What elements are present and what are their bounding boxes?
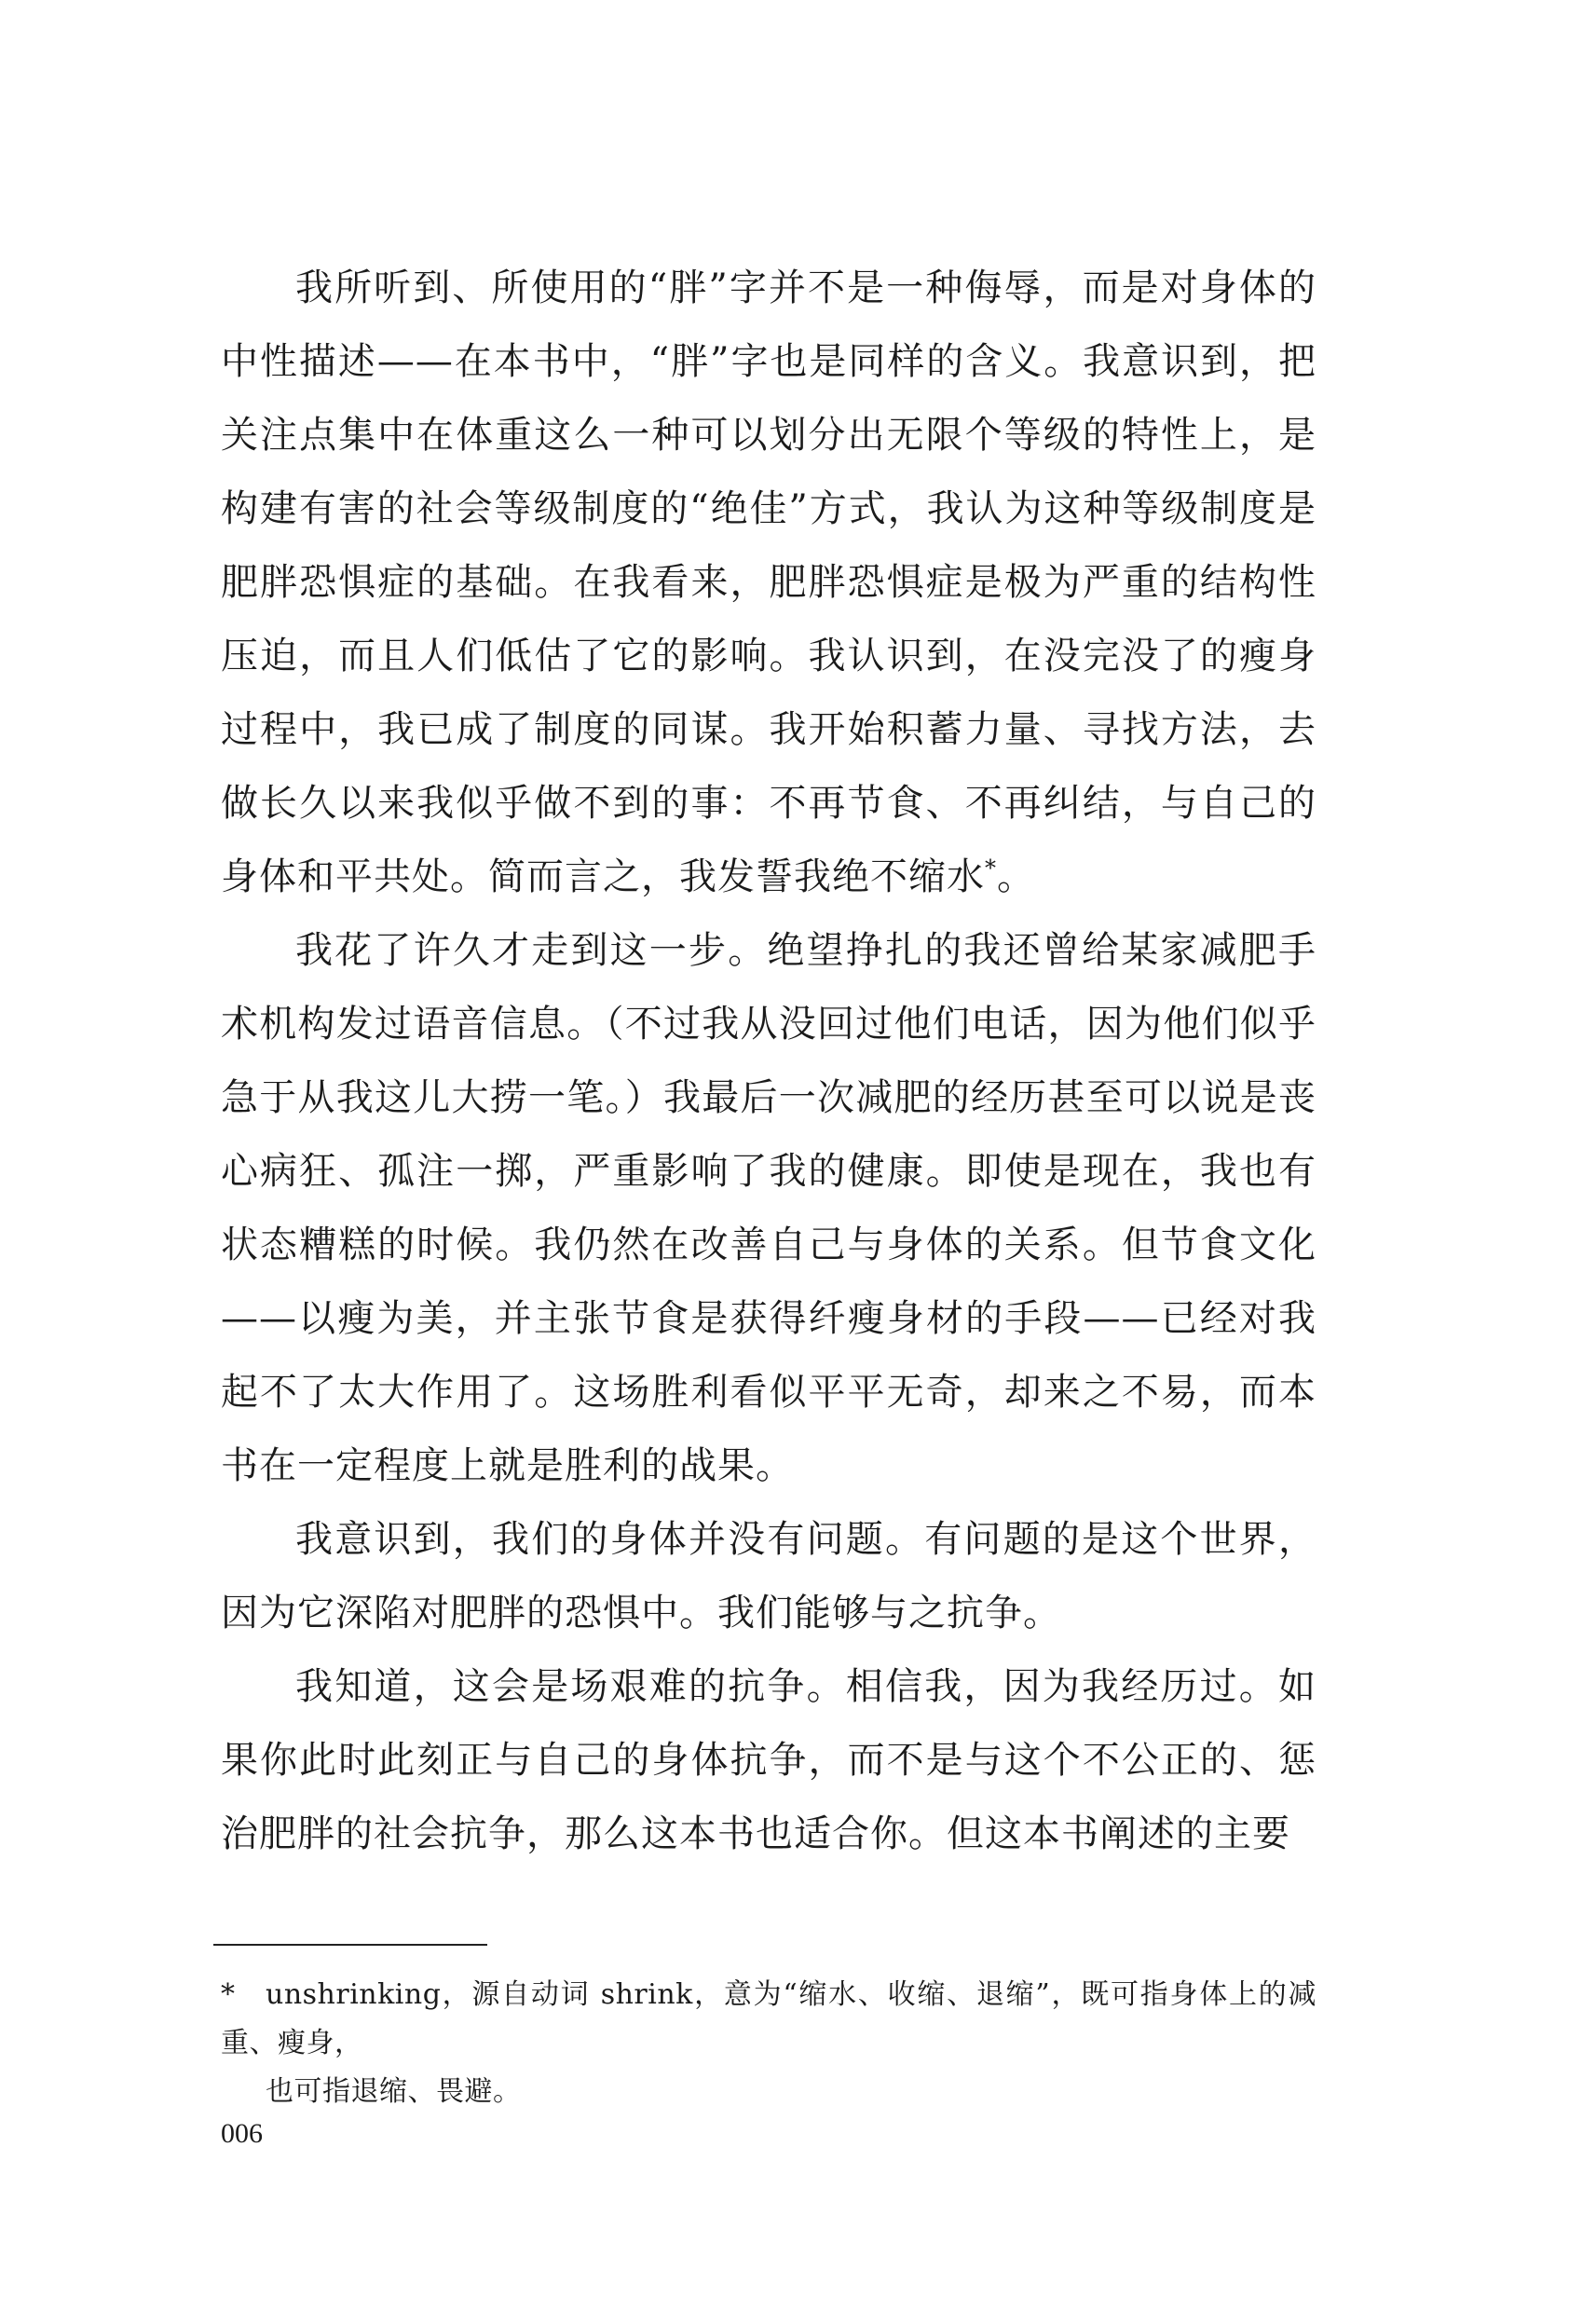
paragraph-1-text: 我所听到、所使用的“胖”字并不是一种侮辱，而是对身体的中性描述——在本书中，“胖”字也是同样的含义。我意识到，把关注点集中在体重这么一种可以划分出无限个等级的特性上，是构建有害的社会等级制度的“绝佳”方式，我认为这种等级制度是肥胖恐惧症的基础。在我看来，肥胖恐惧症是极为严重的结构性压迫，而且人们低估了它的影响。我认识到，在没完没了的瘦身过程中，我已成了制度的同谋。我开始积蓄力量、寻找方法，去做长久以来我似乎做不到的事：不再节食、不再纠结，与自己的身体和平共处。简而言之，我发誓我绝不缩水 bbox=[221, 267, 1316, 898]
footnote-divider bbox=[213, 1944, 487, 1946]
paragraph-3: 我意识到，我们的身体并没有问题。有问题的是这个世界，因为它深陷对肥胖的恐惧中。我们能够与之抗争。 bbox=[221, 1518, 1316, 1634]
footnote bbox=[221, 1971, 1316, 2116]
paragraph-2: 我花了许久才走到这一步。绝望挣扎的我还曾给某家减肥手术机构发过语音信息。（不过我从没回过他们电话，因为他们似乎急于从我这儿大捞一笔。）我最后一次减肥的经历甚至可以说是丧心病狂、孤注一掷，严重影响了我的健康。即使是现在，我也有状态糟糕的时候。我仍然在改善自己与身体的关系。但节食文化——以瘦为美，并主张节食是获得纤瘦身材的手段——已经对我起不了太大作用了。这场胜利看似平平无奇，却来之不易，而本书在一定程度上就是胜利的战果。 bbox=[221, 929, 1316, 1487]
footnote-mark: * bbox=[221, 1978, 236, 2011]
footnote-line-2: 也可指退缩、畏避。 bbox=[266, 2075, 522, 2108]
footnote-reference[interactable]: * bbox=[985, 855, 997, 882]
paragraph-1 bbox=[221, 252, 1316, 914]
paragraph-1-tail: 。 bbox=[997, 855, 1035, 898]
footnote-line-1: unshrinking，源自动词 shrink，意为“缩水、收缩、退缩”，既可指身体上的减重、瘦身， bbox=[221, 1978, 1316, 2059]
page-number: 006 bbox=[221, 2118, 263, 2149]
paragraph-4: 我知道，这会是场艰难的抗争。相信我，因为我经历过。如果你此时此刻正与自己的身体抗争，而不是与这个不公正的、惩治肥胖的社会抗争，那么这本书也适合你。但这本书阐述的主要 bbox=[221, 1665, 1316, 1855]
body-text bbox=[221, 252, 1316, 1871]
